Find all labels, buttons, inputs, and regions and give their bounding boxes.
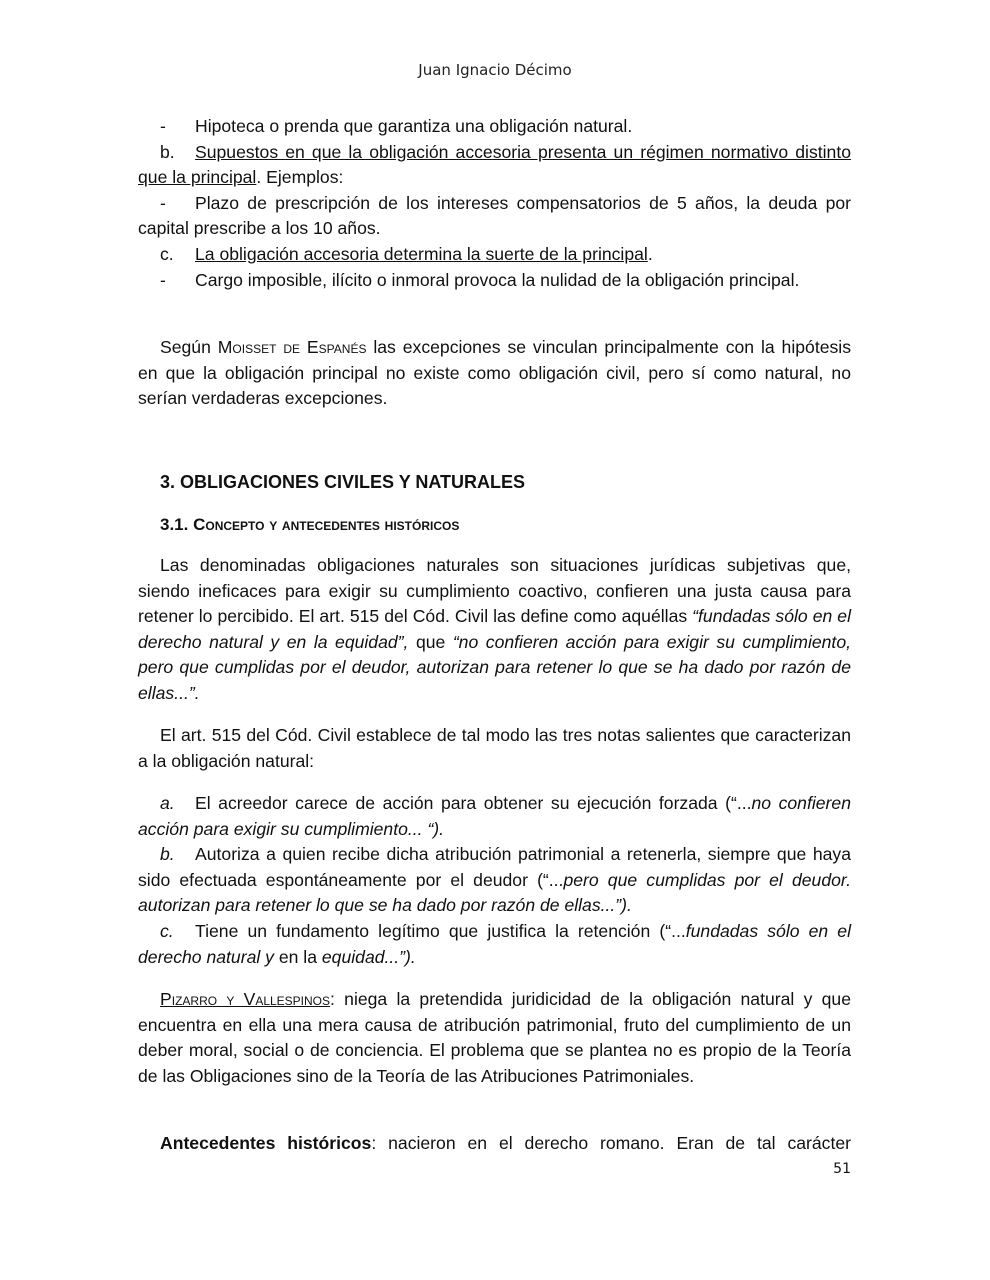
author-name: Moisset de Espanés <box>217 337 367 357</box>
text: Según <box>160 337 218 357</box>
item-underlined-text: La obligación accesoria determina la suerte de la principal <box>195 243 648 264</box>
note-label: a. <box>160 793 175 813</box>
item-text: . <box>647 243 653 264</box>
author-name: Pizarro y Vallespinos <box>160 989 331 1009</box>
note-item <box>138 842 851 919</box>
text: que <box>408 631 453 652</box>
text: : nacieron en el derecho romano. Eran de tal carácter <box>371 1133 851 1153</box>
subsection-heading: 3.1. Concepto y antecedentes históricos <box>160 515 460 534</box>
item-label: - <box>160 192 166 213</box>
paragraph-pizarro <box>138 987 851 1089</box>
item-text: Cargo imposible, ilícito o inmoral provoca la nulidad de la obligación principal. <box>195 269 800 290</box>
accessory-obligation-list <box>138 114 851 293</box>
item-underlined-text: Supuestos en que la obligación accesoria presenta un régimen normativo distinto que la principal <box>138 141 851 188</box>
item-text: Hipoteca o prenda que garantiza una obligación natural. <box>195 116 633 136</box>
note-text: en la <box>273 946 322 967</box>
item-label: - <box>160 116 166 136</box>
section-heading: 3. OBLIGACIONES CIVILES Y NATURALES <box>160 472 526 492</box>
item-text: Plazo de prescripción de los intereses compensatorios de 5 años, la deuda por capital prescribe a los 10 años. <box>138 192 851 239</box>
notes-list <box>138 791 851 970</box>
item-label: b. <box>160 141 175 162</box>
note-label: c. <box>160 920 174 941</box>
item-label: - <box>160 269 166 290</box>
note-item <box>138 919 851 970</box>
paragraph-antecedentes <box>138 1131 851 1157</box>
quote: “no confieren acción para exigir su cumplimiento, pero que cumplidas por el deudor, autorizan para retener lo que se ha dado por razón de ellas...”. <box>138 631 851 703</box>
note-item <box>138 791 851 842</box>
text: las excepciones se vinculan principalmente con la hipótesis en que la obligación principal no existe como obligación civil, pero sí como natural, no serían verdaderas excepciones. <box>138 337 851 409</box>
quote: “fundadas sólo en el derecho natural y en la equidad”, <box>138 606 851 652</box>
note-quote: pero que cumplidas por el deudor. autorizan para retener lo que se ha dado por razón de ellas...”). <box>138 869 851 916</box>
bold-lead: Antecedentes históricos <box>160 1133 372 1153</box>
text: : niega la pretendida juridicidad de la obligación natural y que encuentra en ella una mera causa de atribución patrimonial, fruto del cumplimiento de un deber moral, social o de conciencia. El problema que se plantea no es propio de la Teoría de las Obligaciones sino de la Teoría de las Atribuciones Patrimoniales. <box>138 989 851 1086</box>
note-text: Autoriza a quien recibe dicha atribución patrimonial a retenerla, siempre que haya sido efectuada espontáneamente por el deudor (“... <box>138 844 851 890</box>
note-quote: equidad...”). <box>321 946 416 967</box>
note-quote: no confieren acción para exigir su cumplimiento... “). <box>138 793 851 839</box>
list-item <box>138 114 851 140</box>
page-number: 51 <box>833 1161 851 1177</box>
list-item <box>138 242 851 268</box>
paragraph-concepto <box>138 553 851 707</box>
paragraph-notas: El art. 515 del Cód. Civil establece de tal modo las tres notas salientes que caracterizan a la obligación natural: <box>138 725 851 771</box>
note-text: El acreedor carece de acción para obtener su ejecución forzada (“... <box>195 793 752 813</box>
list-item <box>138 268 851 294</box>
note-label: b. <box>160 844 175 865</box>
note-quote: fundadas sólo en el derecho natural y <box>138 920 851 967</box>
text: Las denominadas obligaciones naturales son situaciones jurídicas subjetivas que, siendo ineficaces para exigir su cumplimiento coactivo, confieren una justa causa para retener lo percibido. El art. 515 del Cód. Civil las define como aquéllas <box>138 555 851 627</box>
paragraph-segun <box>138 335 851 412</box>
list-item <box>138 140 851 191</box>
item-label: c. <box>160 243 174 264</box>
list-item <box>138 191 851 242</box>
running-header: Juan Ignacio Décimo <box>418 61 572 79</box>
note-text: Tiene un fundamento legítimo que justifica la retención (“... <box>195 920 686 941</box>
item-text: . Ejemplos: <box>256 167 344 188</box>
